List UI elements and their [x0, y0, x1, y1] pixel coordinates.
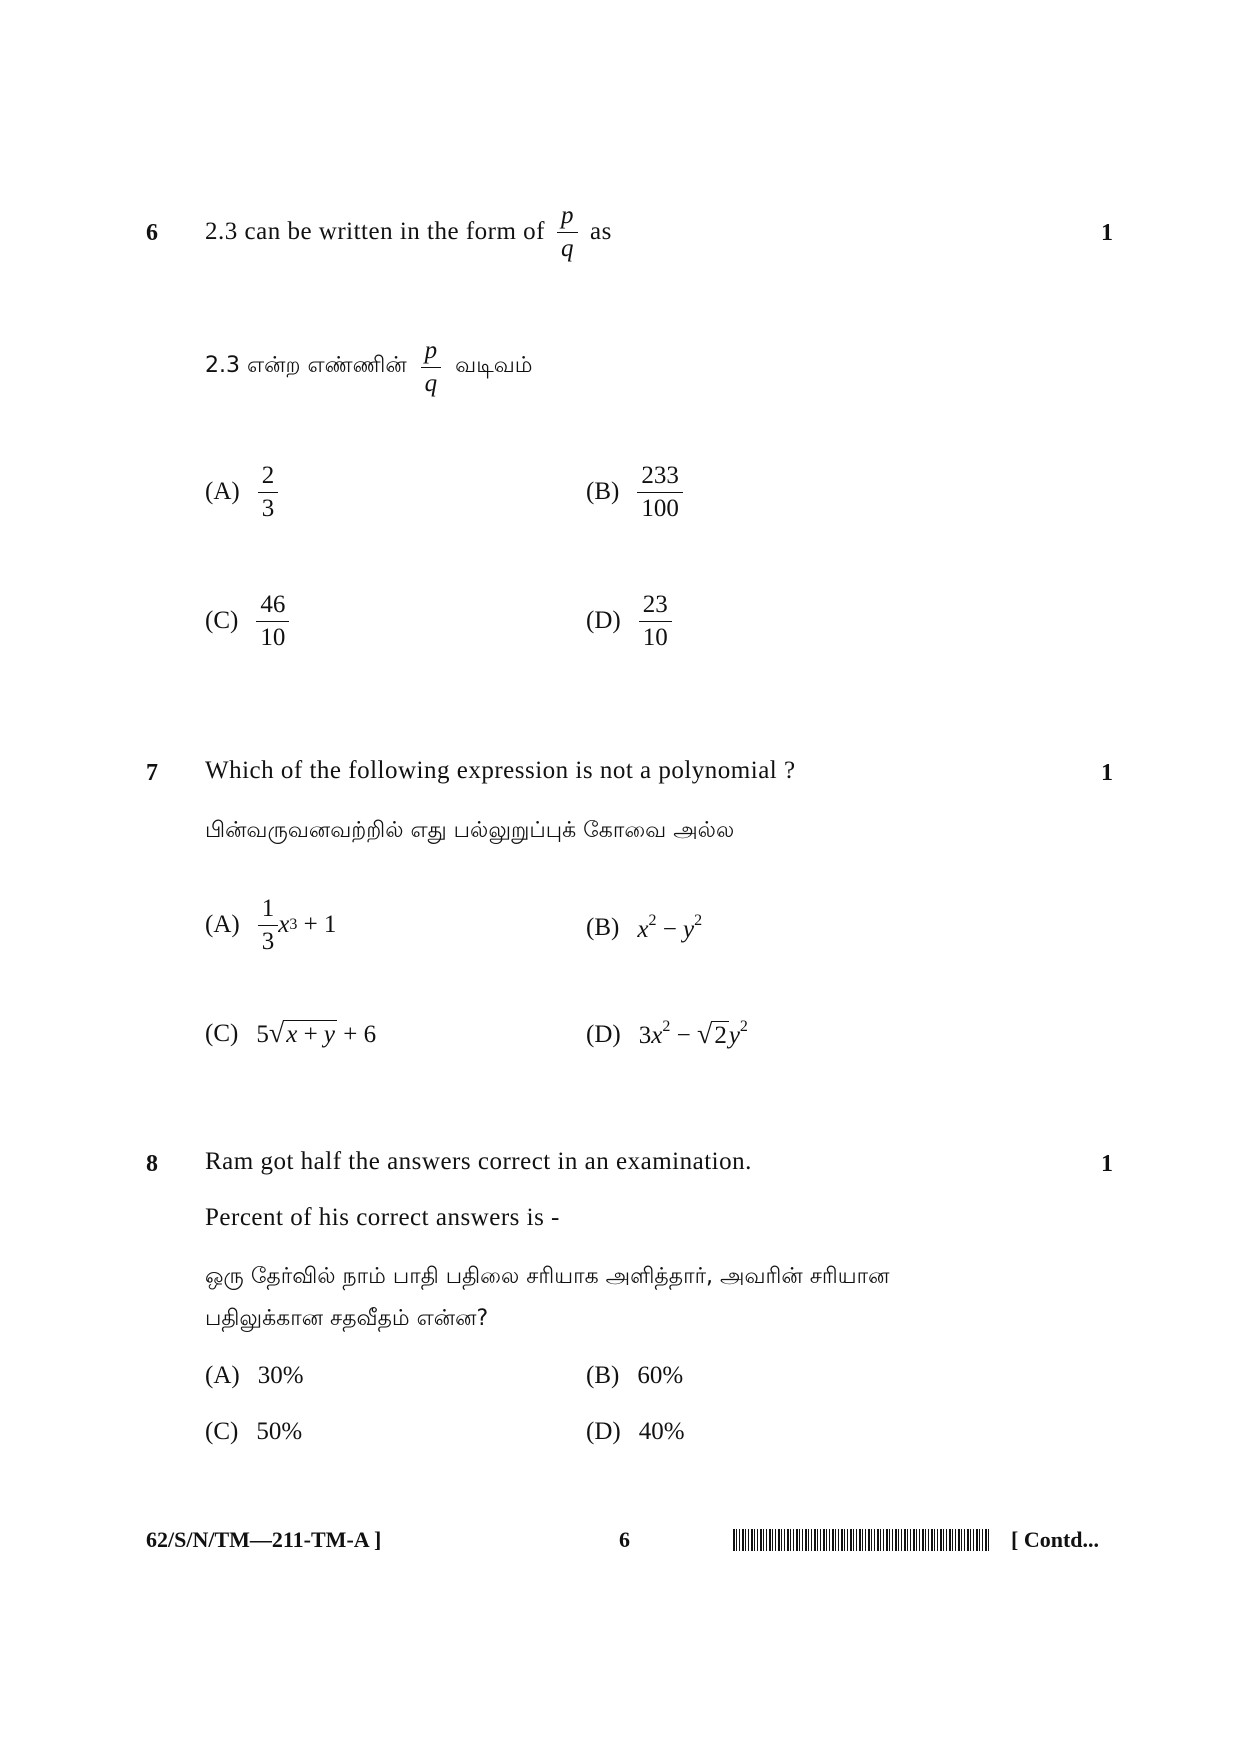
q7-option-a-expression: $\frac{1}{3}$ x 3 + 1: [258, 895, 337, 955]
q7-option-a-label: (A): [205, 911, 240, 938]
q8-option-c-value: 50%: [256, 1418, 303, 1445]
q6-tamil-before: 2.3 என்ற எண்ணின்: [205, 353, 407, 378]
footer-contd: [ Contd...: [1011, 1527, 1100, 1552]
q6-fraction-pq: [557, 202, 578, 262]
q6-tamil-after: வடிவம்: [455, 353, 533, 378]
q6-text-after: as: [590, 218, 612, 245]
q7-option-d-label: (D): [586, 1020, 621, 1048]
barcode-icon: [733, 1529, 989, 1551]
q7-option-b[interactable]: [586, 912, 702, 944]
q8-option-d-label: (D): [586, 1418, 621, 1445]
q7-tamil-text: பின்வருவனவற்றில் எது பல்லுறுப்புக் கோவை அல்ல: [205, 818, 735, 843]
q6-option-c[interactable]: [205, 591, 289, 651]
footer-paper-code: 62/S/N/TM—211-TM-A ]: [146, 1527, 382, 1552]
q7-marks: 1: [1101, 760, 1113, 786]
q8-option-d-value: 40%: [638, 1418, 685, 1445]
q6-option-d-num: 23: [639, 591, 672, 622]
q6-option-b-num: 233: [637, 462, 683, 493]
q7-text: Which of the following expression is not a polynomial ?: [205, 757, 796, 784]
q8-option-a-label: (A): [205, 1362, 240, 1389]
q6-option-a-fraction: [258, 462, 279, 522]
q8-option-b-label: (B): [586, 1362, 620, 1389]
q6-option-c-fraction: [256, 591, 289, 651]
q6-option-b-label: (B): [586, 478, 620, 505]
q7-option-c-expression: 5√x + y + 6: [256, 1018, 377, 1049]
q8-option-d[interactable]: [586, 1418, 685, 1446]
q6-tamil-frac-num: p: [421, 337, 442, 368]
q6-option-a-label: (A): [205, 478, 240, 505]
q8-option-c[interactable]: [205, 1418, 302, 1446]
q6-option-a-num: 2: [258, 462, 279, 493]
q6-tamil-question: [205, 337, 533, 397]
q7-option-c-label: (C): [205, 1020, 239, 1047]
q7-option-d-expression: $3x^2 - √2y^2$: [638, 1018, 748, 1050]
q6-option-b-den: 100: [641, 494, 679, 522]
q7-option-a[interactable]: [205, 895, 336, 955]
q6-tamil-frac-den: q: [424, 369, 438, 397]
q7-number: 7: [146, 760, 158, 786]
q6-option-c-num: 46: [256, 591, 289, 622]
q6-option-d-fraction: [639, 591, 672, 651]
q6-tamil-fraction-pq: [421, 337, 442, 397]
q6-option-d-label: (D): [586, 607, 621, 634]
q6-option-d[interactable]: [586, 591, 672, 651]
q6-option-b-fraction: [637, 462, 683, 522]
q7-option-b-label: (B): [586, 914, 620, 941]
q6-number: 6: [146, 220, 158, 246]
q6-option-c-den: 10: [260, 623, 286, 651]
q6-option-d-den: 10: [642, 623, 668, 651]
q7-option-d[interactable]: [586, 1018, 748, 1051]
q8-option-b-value: 60%: [637, 1362, 684, 1389]
q6-marks: 1: [1101, 220, 1113, 246]
q8-option-b[interactable]: [586, 1362, 683, 1390]
footer-page-number: 6: [619, 1527, 630, 1552]
q7-option-b-expression: $x^2 - y^2$: [637, 912, 703, 943]
q8-text-line2: Percent of his correct answers is -: [205, 1204, 560, 1231]
q8-marks: 1: [1101, 1151, 1113, 1177]
q6-frac-num: p: [557, 202, 578, 233]
q6-option-a-den: 3: [261, 494, 275, 522]
q8-text-line1: Ram got half the answers correct in an examination.: [205, 1148, 752, 1175]
q7-option-c[interactable]: [205, 1018, 376, 1050]
q6-frac-den: q: [561, 234, 575, 262]
q6-option-b[interactable]: [586, 462, 683, 522]
q6-option-c-label: (C): [205, 607, 239, 634]
q8-tamil-line2: பதிலுக்கான சதவீதம் என்ன?: [205, 1306, 489, 1331]
q6-option-a[interactable]: [205, 462, 278, 522]
q8-option-a-value: 30%: [257, 1362, 304, 1389]
q8-number: 8: [146, 1151, 158, 1177]
q8-tamil-line1: ஒரு தேர்வில் நாம் பாதி பதிலை சரியாக அளித்தார், அவரின் சரியான: [205, 1264, 890, 1289]
q6-question: [205, 202, 612, 262]
q8-option-a[interactable]: [205, 1362, 304, 1390]
q8-option-c-label: (C): [205, 1418, 239, 1445]
q6-text-before: 2.3 can be written in the form of: [205, 218, 546, 245]
